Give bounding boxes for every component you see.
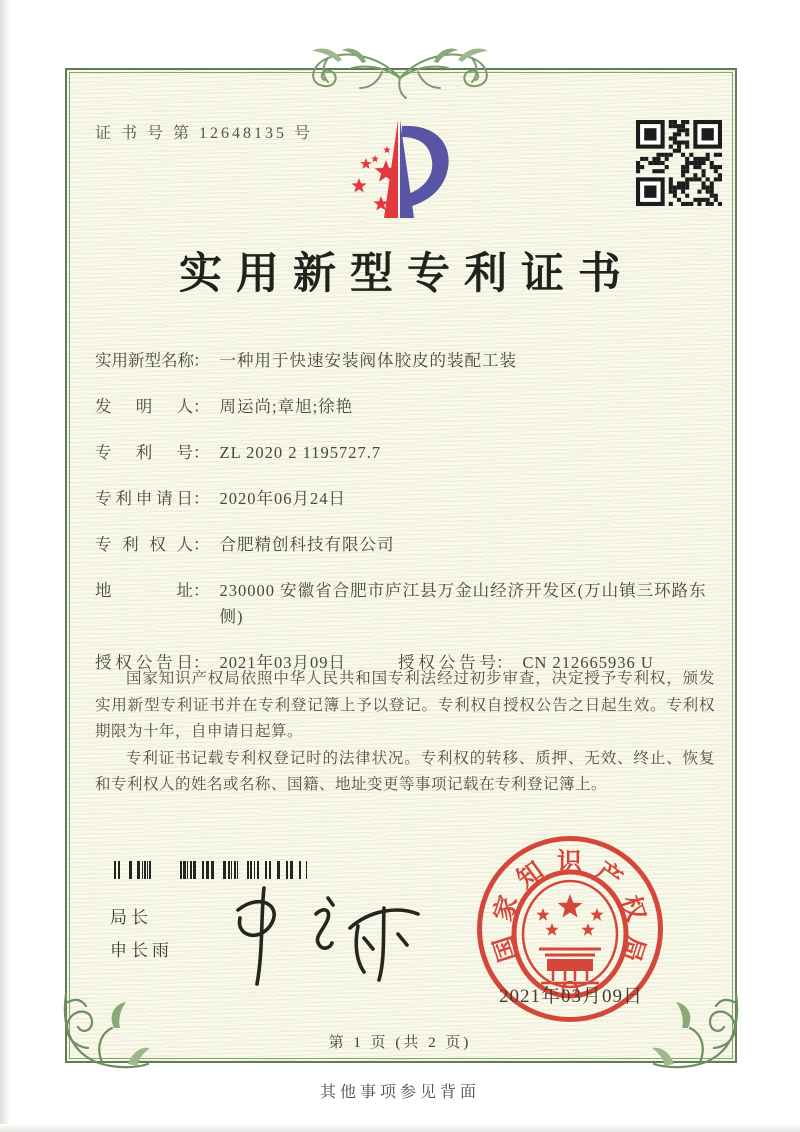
scan-edge-shadow-bottom — [0, 1124, 800, 1132]
field-colon: ： — [193, 489, 210, 508]
field-label: 专 利 号 — [95, 443, 193, 462]
field-row-name — [95, 348, 715, 374]
field-label: 实 用 新 型 名 称 — [95, 351, 194, 370]
certificate-fields — [95, 348, 715, 676]
field-colon: ： — [193, 351, 210, 370]
field-colon: ： — [496, 653, 513, 672]
issuer-title: 局长 — [110, 908, 152, 927]
back-side-note: 其他事项参见背面 — [319, 1084, 480, 1101]
field-label: 发 明 人 — [95, 397, 193, 416]
field-label: 专 利 申 请 日 — [95, 489, 193, 508]
issuer-name: 申长雨 — [110, 941, 173, 960]
legal-paragraph-2: 专利证书记载专利权登记时的法律状况。专利权的转移、质押、无效、终止、恢复和专利权人的姓名或名称、国籍、地址变更等事项记载在专利登记簿上。 — [95, 749, 715, 793]
qr-code — [636, 120, 722, 206]
field-colon: ： — [193, 397, 210, 416]
grant-no-value: CN 212665936 U — [522, 653, 654, 672]
field-label: 专 利 权 人 — [95, 535, 193, 554]
seal-char: 家 — [490, 892, 524, 925]
field-value: 一种用于快速安装阀体胶皮的装配工装 — [219, 351, 517, 370]
field-colon: ： — [193, 535, 210, 554]
field-label: 授 权 公 告 号 — [398, 653, 496, 672]
scan-edge-shadow-left — [0, 0, 10, 1132]
field-row-patentee — [95, 532, 715, 558]
legal-paragraph-1: 国家知识产权局依照中华人民共和国专利法经过初步审查，决定授予专利权，颁发实用新型专利证书并在专利登记簿上予以登记。专利权自授权公告之日起生效。专利权期限为十年，自申请日起算。 — [95, 670, 715, 740]
field-value: 合肥精创科技有限公司 — [219, 535, 395, 554]
field-row-address — [95, 578, 715, 630]
seal-char: 知 — [512, 856, 549, 894]
field-value: ZL 2020 2 1195727.7 — [219, 443, 382, 462]
field-value: 230000 安徽省合肥市庐江县万金山经济开发区(万山镇三环路东侧) — [219, 581, 707, 626]
field-value: 周运尚;章旭;徐艳 — [219, 397, 354, 416]
seal-char: 产 — [590, 856, 627, 894]
field-colon: ： — [193, 653, 210, 672]
field-label: 授 权 公 告 日 — [95, 653, 193, 672]
seal-date: 2021年03月09日 — [498, 986, 643, 1007]
field-colon: ： — [193, 581, 210, 600]
seal-char: 国 — [490, 932, 524, 965]
grant-date-value: 2021年03月09日 — [219, 653, 346, 672]
field-row-inventors — [95, 394, 715, 420]
field-row-patent-no — [95, 440, 715, 466]
field-colon: ： — [193, 443, 210, 462]
field-row-filing-date — [95, 486, 715, 512]
field-value: 2020年06月24日 — [219, 489, 346, 508]
certificate-title: 实用新型专利证书 — [179, 251, 635, 298]
barcode — [110, 861, 312, 879]
legal-text — [95, 666, 715, 799]
certificate-number: 证 书 号 第 12648135 号 — [95, 125, 314, 142]
cnipa-logo-icon — [336, 114, 462, 226]
seal-char: 识 — [557, 849, 583, 876]
seal-char: 权 — [615, 892, 649, 925]
signature-shen-changyu — [212, 880, 432, 992]
seal-char: 局 — [615, 932, 649, 965]
field-label: 地 址 — [95, 581, 193, 600]
page-number: 第 1 页 (共 2 页) — [328, 1035, 472, 1051]
